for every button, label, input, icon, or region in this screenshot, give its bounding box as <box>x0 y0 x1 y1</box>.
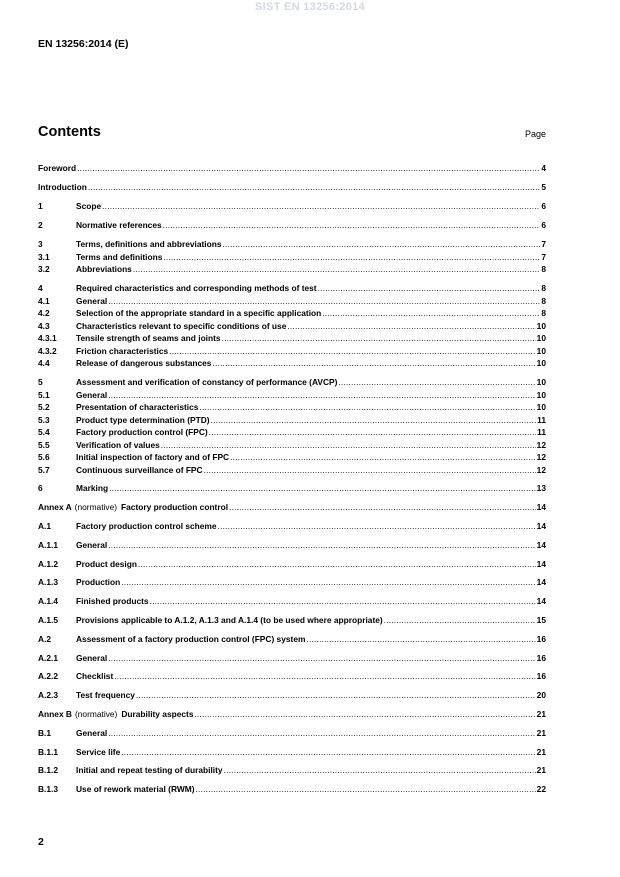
toc-leader-dots <box>195 708 536 720</box>
toc-entry[interactable] <box>38 439 546 451</box>
toc-leader-dots <box>102 200 540 212</box>
toc-leader-dots <box>287 320 535 332</box>
toc-entry-title: Selection of the appropriate standard in a specific application <box>76 308 322 318</box>
toc-entry-number: 4.3 <box>38 321 50 331</box>
contents-title: Contents <box>38 124 101 140</box>
toc-entry-page: 8 <box>541 264 546 274</box>
toc-entry-title: Required characteristics and corresponding methods of test <box>76 283 317 293</box>
toc-entry-number: 3.2 <box>38 264 50 274</box>
toc-entry[interactable] <box>38 451 546 463</box>
toc-leader-dots <box>108 539 535 551</box>
toc-entry-title: Foreword <box>38 163 77 173</box>
toc-entry-title: Abbreviations <box>76 264 132 274</box>
toc-entry-title: Initial inspection of factory and of FPC <box>76 452 230 462</box>
toc-entry[interactable] <box>38 652 546 664</box>
toc-entry-number: B.1.1 <box>38 747 59 757</box>
toc-leader-dots <box>138 558 536 570</box>
toc-entry-page: 7 <box>541 239 546 249</box>
toc-entry-number: 4 <box>38 283 43 293</box>
toc-entry-page: 16 <box>536 653 546 663</box>
toc-entry-number: A.1.5 <box>38 615 59 625</box>
toc-leader-dots <box>230 451 536 463</box>
toc-leader-dots <box>196 783 536 795</box>
toc-entry-number: A.2.3 <box>38 690 59 700</box>
toc-entry-number: 5.4 <box>38 427 50 437</box>
toc-entry-page: 11 <box>537 427 546 437</box>
toc-entry[interactable] <box>38 501 546 513</box>
toc-entry[interactable] <box>38 614 546 626</box>
toc-entry-number: 5.2 <box>38 402 50 412</box>
toc-leader-dots <box>318 282 541 294</box>
toc-entry-page: 13 <box>536 483 546 493</box>
toc-entry-title: Finished products <box>76 596 149 606</box>
toc-entry-number: Annex A <box>38 502 72 512</box>
toc-entry-title: Checklist <box>76 671 114 681</box>
toc-entry-title: Terms, definitions and abbreviations <box>76 239 222 249</box>
watermark: SIST EN 13256:2014 <box>255 1 365 13</box>
toc-entry-page: 10 <box>536 321 546 331</box>
toc-leader-dots <box>150 595 536 607</box>
toc-entry-page: 10 <box>536 402 546 412</box>
toc-entry[interactable] <box>38 520 546 532</box>
toc-entry[interactable] <box>38 181 546 193</box>
toc-entry-page: 12 <box>536 440 546 450</box>
toc-entry-number: 1 <box>38 201 43 211</box>
toc-leader-dots <box>109 482 536 494</box>
toc-entry-number: 4.4 <box>38 358 50 368</box>
toc-entry[interactable] <box>38 282 546 294</box>
toc-entry[interactable] <box>38 708 546 720</box>
toc-entry[interactable] <box>38 482 546 494</box>
toc-entry-page: 12 <box>536 452 546 462</box>
toc-entry-page: 16 <box>536 671 546 681</box>
toc-entry-number: 5.3 <box>38 415 50 425</box>
toc-entry-title: Factory production control <box>121 502 229 512</box>
toc-entry-page: 14 <box>536 559 546 569</box>
toc-entry[interactable] <box>38 295 546 307</box>
toc-leader-dots <box>229 501 536 513</box>
toc-leader-dots <box>199 401 535 413</box>
toc-entry-page: 5 <box>541 182 546 192</box>
toc-entry[interactable] <box>38 783 546 795</box>
toc-entry-number: A.1 <box>38 521 52 531</box>
toc-entry-page: 14 <box>536 502 546 512</box>
toc-entry-title: General <box>76 653 108 663</box>
toc-entry-page: 4 <box>541 163 546 173</box>
toc-entry-number: B.1.3 <box>38 784 59 794</box>
toc-entry-title: Presentation of characteristics <box>76 402 199 412</box>
toc-entry-number: 5.5 <box>38 440 50 450</box>
toc-entry-page: 10 <box>536 377 546 387</box>
toc-entry-page: 21 <box>536 765 546 775</box>
toc-entry-page: 14 <box>536 540 546 550</box>
toc-leader-dots <box>108 295 540 307</box>
toc-entry-title: Service life <box>76 747 121 757</box>
toc-leader-dots <box>136 689 536 701</box>
toc-leader-dots <box>169 345 536 357</box>
document-id: EN 13256:2014 (E) <box>38 38 129 50</box>
toc-leader-dots <box>163 219 541 231</box>
toc-entry-number: 4.3.1 <box>38 333 57 343</box>
toc-entry[interactable] <box>38 633 546 645</box>
toc-leader-dots <box>108 652 535 664</box>
toc-entry[interactable] <box>38 576 546 588</box>
toc-entry[interactable] <box>38 595 546 607</box>
toc-entry-title: Use of rework material (RWM) <box>76 784 195 794</box>
toc-entry[interactable] <box>38 764 546 776</box>
toc-leader-dots <box>384 614 536 626</box>
toc-entry-number: 4.1 <box>38 296 50 306</box>
toc-entry-number: A.1.2 <box>38 559 59 569</box>
toc-entry-title: Durability aspects <box>121 709 194 719</box>
toc-entry-title: Marking <box>76 483 109 493</box>
toc-entry[interactable] <box>38 376 546 388</box>
toc-entry-number: 5.6 <box>38 452 50 462</box>
toc-entry-title: Friction characteristics <box>76 346 169 356</box>
toc-entry-page: 14 <box>536 577 546 587</box>
toc-entry-number: Annex B <box>38 709 72 719</box>
toc-entry[interactable] <box>38 426 546 438</box>
toc-entry[interactable] <box>38 389 546 401</box>
toc-entry-title: Assessment and verification of constancy of performance (AVCP) <box>76 377 338 387</box>
toc-leader-dots <box>212 357 535 369</box>
toc-entry-number: A.2.1 <box>38 653 59 663</box>
toc-entry[interactable] <box>38 200 546 212</box>
toc-leader-dots <box>161 439 536 451</box>
toc-entry[interactable] <box>38 727 546 739</box>
page-number: 2 <box>38 836 44 848</box>
toc-entry-title: General <box>76 390 108 400</box>
toc-leader-dots <box>88 181 540 193</box>
toc-entry[interactable] <box>38 162 546 174</box>
toc-entry-number: A.1.3 <box>38 577 59 587</box>
toc-entry[interactable] <box>38 464 546 476</box>
toc-entry-page: 7 <box>541 252 546 262</box>
toc-entry-number: 5 <box>38 377 43 387</box>
toc-entry[interactable] <box>38 414 546 426</box>
toc-entry-page: 10 <box>536 358 546 368</box>
toc-entry-number: 6 <box>38 483 43 493</box>
toc-entry-title: Terms and definitions <box>76 252 163 262</box>
toc-entry[interactable] <box>38 558 546 570</box>
toc-entry-number: 3.1 <box>38 252 50 262</box>
toc-entry[interactable] <box>38 670 546 682</box>
toc-entry-number: 5.1 <box>38 390 50 400</box>
toc-leader-dots <box>163 251 540 263</box>
toc-entry-page: 10 <box>536 346 546 356</box>
toc-entry-number: 3 <box>38 239 43 249</box>
toc-entry-title: Factory production control scheme <box>76 521 217 531</box>
toc-entry-title: Characteristics relevant to specific conditions of use <box>76 321 287 331</box>
toc-entry-annex-type: (normative) <box>74 709 118 719</box>
toc-entry-number: B.1.2 <box>38 765 59 775</box>
toc-leader-dots <box>306 633 535 645</box>
toc-leader-dots <box>338 376 535 388</box>
toc-entry-page: 21 <box>536 747 546 757</box>
toc-leader-dots <box>204 464 536 476</box>
toc-entry[interactable] <box>38 238 546 250</box>
toc-leader-dots <box>218 520 536 532</box>
toc-entry-number: 4.3.2 <box>38 346 57 356</box>
toc-entry[interactable] <box>38 219 546 231</box>
toc-entry-title: Production <box>76 577 121 587</box>
toc-entry[interactable] <box>38 345 546 357</box>
toc-leader-dots <box>121 746 535 758</box>
toc-entry-title: Factory production control (FPC) <box>76 427 208 437</box>
toc-entry-page: 21 <box>536 709 546 719</box>
toc-entry-title: Continuous surveillance of FPC <box>76 465 203 475</box>
toc-entry-title: Test frequency <box>76 690 135 700</box>
toc-entry-page: 8 <box>541 283 546 293</box>
toc-leader-dots <box>114 670 535 682</box>
toc-entry[interactable] <box>38 401 546 413</box>
toc-leader-dots <box>108 727 535 739</box>
toc-entry[interactable] <box>38 357 546 369</box>
toc-entry-title: Initial and repeat testing of durability <box>76 765 223 775</box>
toc-leader-dots <box>133 263 540 275</box>
toc-entry[interactable] <box>38 746 546 758</box>
toc-entry-title: Assessment of a factory production control (FPC) system <box>76 634 306 644</box>
toc-entry-page: 14 <box>536 596 546 606</box>
toc-entry-title: Verification of values <box>76 440 160 450</box>
toc-entry-title: General <box>76 296 108 306</box>
toc-entry-number: A.1.1 <box>38 540 59 550</box>
toc-entry-title: Provisions applicable to A.1.2, A.1.3 and A.1.4 (to be used where appropriate) <box>76 615 383 625</box>
toc-entry-title: General <box>76 728 108 738</box>
toc-entry-page: 8 <box>541 296 546 306</box>
toc-entry[interactable] <box>38 689 546 701</box>
toc-entry-page: 22 <box>536 784 546 794</box>
toc-entry-title: Product design <box>76 559 137 569</box>
toc-entry-page: 14 <box>536 521 546 531</box>
toc-leader-dots <box>121 576 535 588</box>
toc-entry-page: 12 <box>536 465 546 475</box>
toc-entry[interactable] <box>38 307 546 319</box>
toc-entry-number: B.1 <box>38 728 52 738</box>
toc-entry-title: Introduction <box>38 182 87 192</box>
toc-entry-annex-type: (normative) <box>74 502 118 512</box>
toc-entry[interactable] <box>38 320 546 332</box>
toc-entry-title: Normative references <box>76 220 162 230</box>
toc-entry-page: 6 <box>541 201 546 211</box>
toc-leader-dots <box>209 426 536 438</box>
toc-entry-number: A.1.4 <box>38 596 59 606</box>
toc-leader-dots <box>222 332 536 344</box>
toc-entry-page: 11 <box>537 415 546 425</box>
toc-entry-title: Product type determination (PTD) <box>76 415 210 425</box>
toc-entry-page: 15 <box>536 615 546 625</box>
toc-entry-page: 10 <box>536 390 546 400</box>
toc-leader-dots <box>211 414 537 426</box>
toc-entry-number: 5.7 <box>38 465 50 475</box>
toc-entry-page: 16 <box>536 634 546 644</box>
toc-entry[interactable] <box>38 539 546 551</box>
toc-leader-dots <box>322 307 540 319</box>
toc-entry-title: Tensile strength of seams and joints <box>76 333 221 343</box>
toc-entry[interactable] <box>38 332 546 344</box>
page-column-label: Page <box>524 129 546 139</box>
toc-entry-page: 6 <box>541 220 546 230</box>
toc-entry-title: Scope <box>76 201 102 211</box>
toc-entry-number: A.2.2 <box>38 671 59 681</box>
toc-entry-number: 2 <box>38 220 43 230</box>
toc-entry-title: General <box>76 540 108 550</box>
toc-entry[interactable] <box>38 263 546 275</box>
toc-entry-page: 21 <box>536 728 546 738</box>
toc-entry-number: A.2 <box>38 634 52 644</box>
toc-entry-page: 10 <box>536 333 546 343</box>
toc-leader-dots <box>108 389 535 401</box>
toc-leader-dots <box>224 764 536 776</box>
toc-entry[interactable] <box>38 251 546 263</box>
toc-entry-title: Release of dangerous substances <box>76 358 212 368</box>
toc-leader-dots <box>223 238 541 250</box>
toc-leader-dots <box>77 162 540 174</box>
toc-entry-page: 20 <box>536 690 546 700</box>
toc-entry-number: 4.2 <box>38 308 50 318</box>
toc-entry-page: 8 <box>541 308 546 318</box>
